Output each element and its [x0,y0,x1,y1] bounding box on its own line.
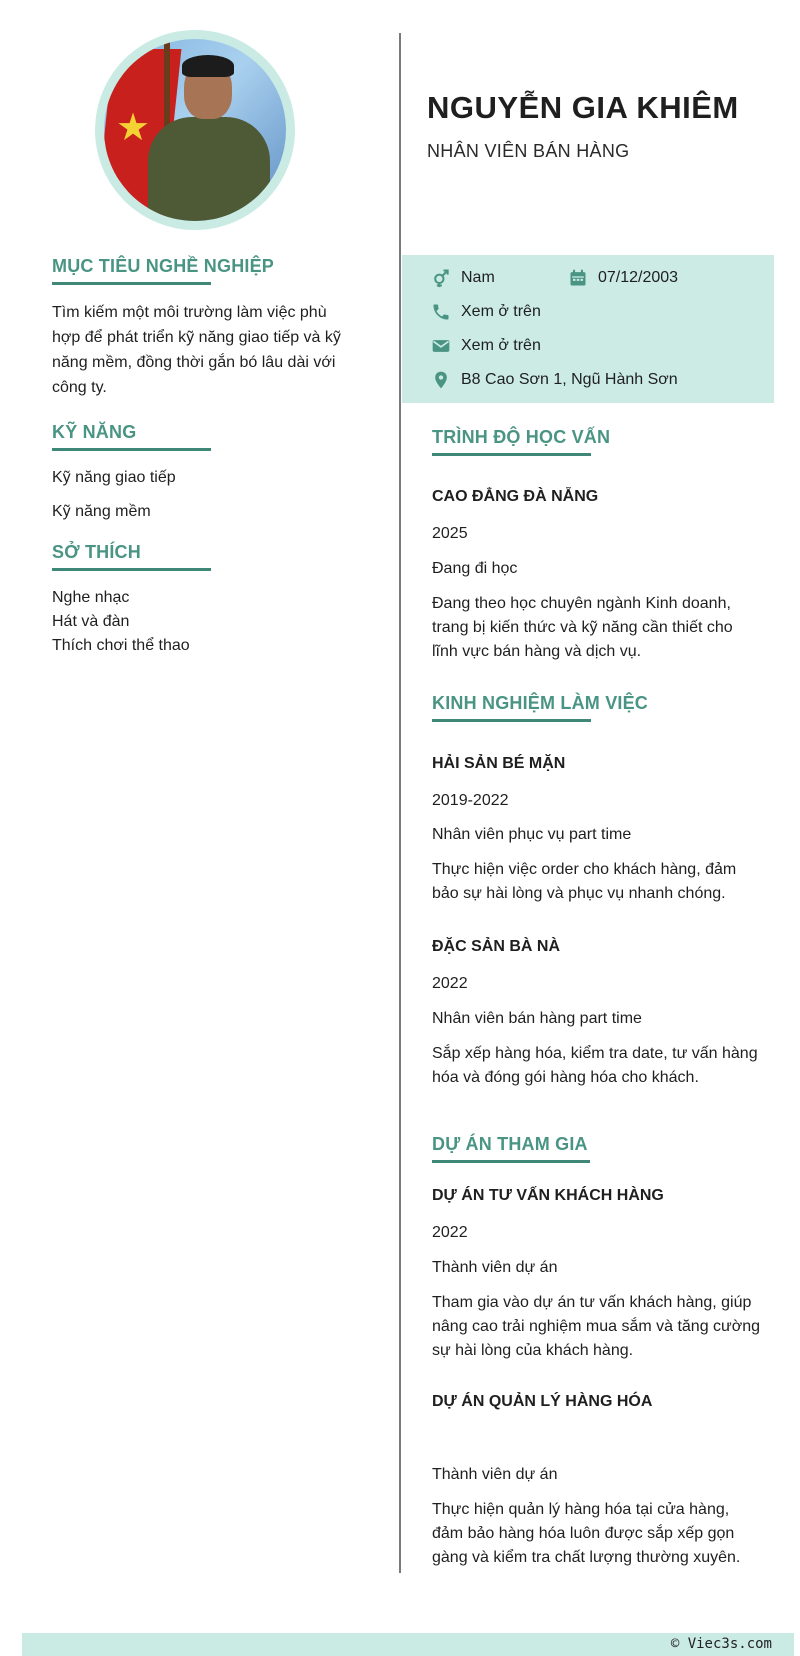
experience-rule [432,719,591,722]
entry-period: 2022 [432,975,468,992]
skill-item: Kỹ năng giao tiếp [52,469,176,486]
entry-period: 2025 [432,525,468,542]
skills-title: KỸ NĂNG [52,422,137,442]
address-row [430,369,678,391]
entry-description: Thực hiện quản lý hàng hóa tại cửa hàng, đảm bảo hàng hóa luôn được sắp xếp gọn gàng và kiểm tra chất lượng thường xuyên. [432,1501,741,1566]
phone-icon [430,301,452,323]
experience-title: KINH NGHIỆM LÀM VIỆC [432,693,649,713]
person-body [148,117,270,221]
education-title: TRÌNH ĐỘ HỌC VẤN [432,427,611,447]
entry-role: Thành viên dự án [432,1466,558,1483]
gender-icon [430,267,452,289]
avatar [104,39,286,221]
entry-org: CAO ĐẲNG ĐÀ NẴNG [432,488,599,505]
entry-org: ĐẶC SẢN BÀ NÀ [432,938,560,955]
hobby-item: Thích chơi thể thao [52,637,190,654]
objective-section [52,256,352,285]
objective-title: MỤC TIÊU NGHỀ NGHIỆP [52,256,275,276]
candidate-name: NGUYỄN GIA KHIÊM [427,90,739,125]
envelope-icon [430,335,452,357]
skills-section [52,422,352,451]
entry-description: Đang theo học chuyên ngành Kinh doanh, trang bị kiến thức và kỹ năng cần thiết cho lĩnh vực bán hàng và dịch vụ. [432,595,733,660]
person-hair [182,55,234,77]
hobbies-title: SỞ THÍCH [52,542,141,562]
map-pin-icon [430,369,452,391]
skills-rule [52,448,211,451]
objective-rule [52,282,211,285]
phone-value: Xem ở trên [461,303,541,320]
entry-org: HẢI SẢN BÉ MẶN [432,755,566,772]
gender-value: Nam [461,269,495,286]
address-value: B8 Cao Sơn 1, Ngũ Hành Sơn [461,371,678,388]
entry-role: Nhân viên phục vụ part time [432,826,632,843]
skill-item: Kỹ năng mềm [52,503,151,520]
hobby-item: Hát và đàn [52,613,130,630]
entry-role: Đang đi học [432,560,518,577]
entry-description: Thực hiện việc order cho khách hàng, đảm bảo sự hài lòng và phục vụ nhanh chóng. [432,861,737,902]
projects-section [432,1134,762,1163]
star-graphic: ★ [116,107,151,149]
email-value: Xem ở trên [461,337,541,354]
projects-rule [432,1160,590,1163]
job-title: NHÂN VIÊN BÁN HÀNG [427,141,630,161]
education-rule [432,453,591,456]
entry-org: DỰ ÁN TƯ VẤN KHÁCH HÀNG [432,1187,664,1204]
contact-box [402,255,774,403]
objective-text: Tìm kiếm một môi trường làm việc phù hợp để phát triển kỹ năng giao tiếp và kỹ năng mềm, đồng thời gắn bó lâu dài với công ty. [52,304,341,396]
footer-bar [22,1633,794,1656]
entry-description: Sắp xếp hàng hóa, kiểm tra date, tư vấn hàng hóa và đóng gói hàng hóa cho khách. [432,1045,758,1086]
dob-row [567,267,678,289]
hobby-item: Nghe nhạc [52,589,130,606]
dob-value: 07/12/2003 [598,269,679,286]
projects-title: DỰ ÁN THAM GIA [432,1134,588,1154]
column-divider [399,33,401,1573]
entry-period: 2019-2022 [432,792,509,809]
calendar-icon [567,267,589,289]
entry-role: Thành viên dự án [432,1259,558,1276]
entry-period: 2022 [432,1224,468,1241]
entry-org: DỰ ÁN QUẢN LÝ HÀNG HÓA [432,1393,653,1410]
hobbies-section [52,542,352,571]
email-row [430,335,541,357]
education-section [432,427,762,456]
gender-row [430,267,495,289]
entry-role: Nhân viên bán hàng part time [432,1010,642,1027]
footer-text: © Viec3s.com [670,1636,772,1652]
hobbies-rule [52,568,211,571]
experience-section [432,693,762,722]
entry-description: Tham gia vào dự án tư vấn khách hàng, giúp nâng cao trải nghiệm mua sắm và tăng cường sự hài lòng của khách hàng. [432,1294,761,1359]
phone-row [430,301,541,323]
